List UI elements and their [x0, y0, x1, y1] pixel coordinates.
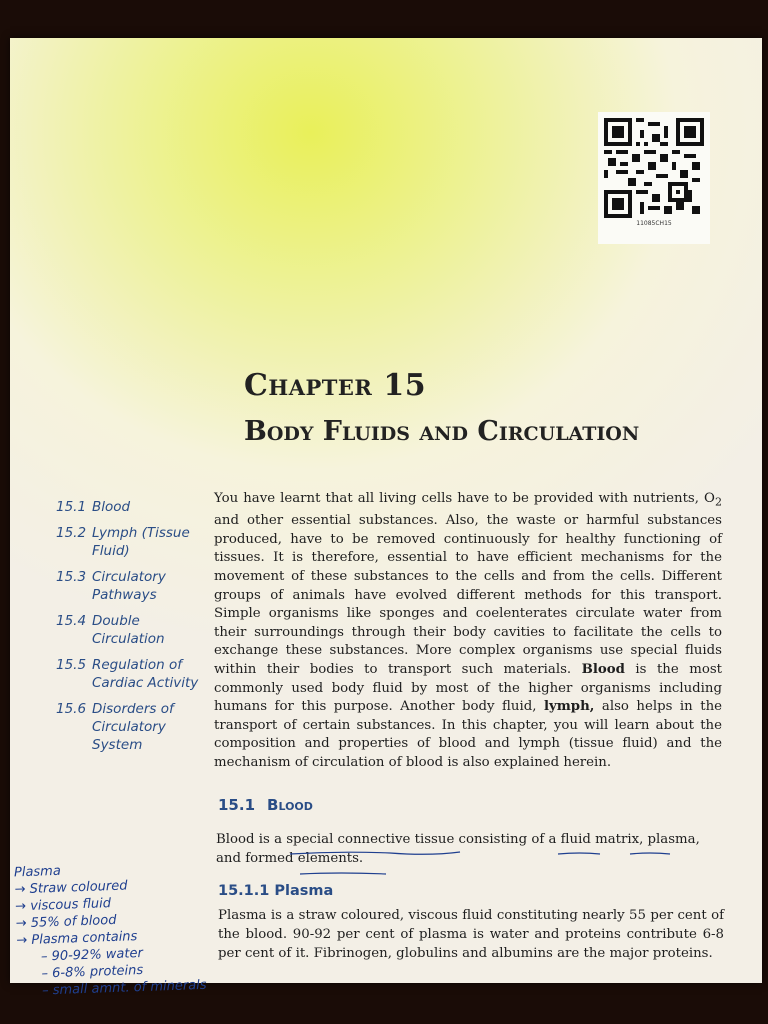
chapter-contents: [56, 498, 206, 762]
chapter-label: Chapter 15: [244, 368, 427, 403]
toc-num: 15.3: [56, 569, 87, 585]
chapter-title: Body Fluids and Circulation: [244, 416, 640, 447]
note-line: → viscous fluid: [14, 896, 112, 915]
underline-plasma: [630, 853, 670, 854]
handwritten-notes: [14, 856, 269, 1001]
subsection-heading-plasma: 15.1.1 Plasma: [218, 883, 334, 899]
note-line: – 6-8% proteins: [41, 962, 144, 982]
underline-fluid-matrix: [558, 853, 600, 854]
toc-item[interactable]: [56, 498, 206, 516]
toc-label: Lymph (Tissue Fluid): [92, 525, 190, 559]
toc-item[interactable]: [56, 700, 206, 754]
section-heading-blood: [218, 796, 313, 814]
toc-label: Double Circulation: [92, 613, 165, 647]
qr-code-icon: [604, 118, 704, 218]
oxygen-subscript: 2: [714, 495, 722, 509]
intro-text: is the most commonly used body fluid by most of the higher organisms including humans for this purpose. Another body fluid,: [214, 662, 722, 715]
note-line: → Plasma contains: [16, 929, 138, 949]
section-title: Blood: [267, 796, 313, 814]
handwritten-underlines: [280, 816, 720, 936]
toc-num: 15.4: [56, 613, 87, 629]
intro-paragraph: [214, 490, 722, 773]
note-line: – small amnt. of minerals: [41, 977, 207, 999]
underline-formed-elements: [300, 873, 386, 874]
section-number: 15.1: [218, 796, 256, 814]
intro-text: also helps in the transport of certain substances. In this chapter, you will learn about the composition and properties of blood and lymph (tissue fluid) and the mechanism of circulation of blood is also explained herein.: [214, 699, 723, 770]
qr-code[interactable]: [598, 112, 710, 244]
toc-num: 15.1: [56, 499, 87, 515]
toc-num: 15.5: [56, 657, 87, 673]
term-blood: Blood: [581, 662, 625, 677]
textbook-page: [10, 38, 762, 999]
toc-item[interactable]: [56, 524, 206, 560]
term-lymph: lymph,: [543, 699, 595, 715]
toc-label: Disorders of Circulatory System: [92, 701, 174, 753]
note-line: → Straw coloured: [14, 878, 128, 898]
intro-text: You have learnt that all living cells have to be provided with nutrients, O: [214, 491, 715, 506]
toc-item[interactable]: [56, 568, 206, 604]
toc-label: Blood: [92, 499, 131, 515]
toc-label: Regulation of Cardiac Activity: [92, 657, 199, 691]
intro-text: and other essential substances. Also, the waste or harmful substances produced, have to be removed continuously for healthy functioning of tissues. It is therefore, essential to have efficient mechanisms for the movement of these substances to the cells and from the cells. Different groups of animals have evolved different methods for this transport. Simple organisms like sponges and coelenterates circulate water from their surroundings through their body cavities to facilitate the cells to exchange these substances. More complex organisms use special fluids within their bodies to transport such materials.: [214, 513, 722, 677]
toc-label: Circulatory Pathways: [92, 569, 166, 603]
toc-num: 15.2: [56, 525, 87, 541]
toc-item[interactable]: [56, 656, 206, 692]
note-line: – 90-92% water: [40, 945, 144, 965]
underline-connective-tissue: [290, 852, 460, 854]
toc-num: 15.6: [56, 701, 87, 717]
qr-code-label: 11085CH15: [636, 220, 672, 227]
plasma-paragraph: Plasma is a straw coloured, viscous fluid constituting nearly 55 per cent of the blood. 90-92 per cent of plasma is water and proteins contribute 6-8 per cent of it. Fibrinogen, globulins and albumins are the major proteins.: [218, 908, 724, 961]
blood-paragraph: Blood is a special connective tissue consisting of a fluid matrix, plasma, and formed elements.: [216, 832, 700, 866]
note-line: → 55% of blood: [15, 912, 117, 932]
toc-item[interactable]: [56, 612, 206, 648]
note-line: Plasma: [13, 863, 62, 881]
